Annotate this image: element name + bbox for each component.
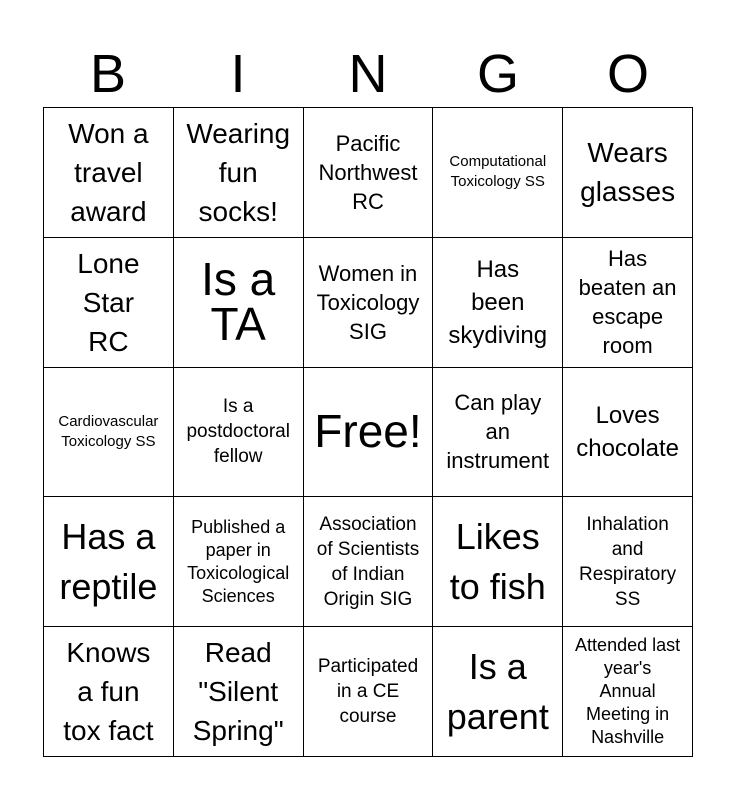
bingo-cell[interactable] [304, 238, 434, 368]
bingo-cell[interactable] [44, 368, 174, 498]
cell-text: Association of Scientists of Indian Origin SIG [316, 513, 420, 610]
bingo-cell[interactable] [563, 627, 693, 757]
cell-text: Read "Silent Spring" [192, 637, 284, 747]
cell-text: Inhalation and Respiratory SS [579, 513, 677, 610]
cell-text: Is a TA [201, 253, 276, 351]
bingo-cell[interactable] [304, 627, 434, 757]
bingo-cell[interactable] [433, 627, 563, 757]
cell-text: Won a travel award [68, 117, 149, 227]
bingo-cell[interactable] [433, 108, 563, 238]
cell-text: Is a parent [446, 645, 549, 737]
cell-text: Has a reptile [59, 515, 158, 607]
cell-text: Pacific Northwest RC [318, 130, 418, 214]
header-letter-o: O [606, 44, 649, 104]
cell-text: Women in Toxicology SIG [316, 260, 420, 344]
bingo-cell[interactable] [563, 368, 693, 498]
bingo-cell[interactable] [433, 368, 563, 498]
bingo-cell[interactable] [304, 108, 434, 238]
bingo-header [43, 42, 693, 106]
cell-text: Is a postdoctoral fellow [186, 396, 290, 468]
header-letter-g: G [476, 44, 519, 104]
bingo-board [43, 107, 693, 757]
bingo-cell[interactable] [44, 238, 174, 368]
cell-text: Loves chocolate [576, 401, 679, 462]
bingo-cell[interactable] [433, 497, 563, 627]
header-letter-n: N [348, 44, 388, 104]
cell-text: Participated in a CE course [317, 656, 419, 728]
cell-text: Likes to fish [449, 515, 546, 607]
bingo-cell[interactable] [563, 108, 693, 238]
cell-text: Has beaten an escape room [578, 246, 677, 359]
bingo-cell[interactable] [433, 238, 563, 368]
cell-text: Wears glasses [580, 137, 676, 208]
bingo-cell[interactable] [304, 497, 434, 627]
bingo-cell[interactable] [44, 627, 174, 757]
header-letter-b: B [89, 44, 127, 104]
cell-text: Has been skydiving [448, 255, 548, 349]
cell-text: Can play an instrument [446, 390, 550, 474]
bingo-cell[interactable] [174, 238, 304, 368]
cell-text: Knows a fun tox fact [63, 637, 154, 747]
bingo-cell[interactable] [44, 108, 174, 238]
cell-text: Free! [314, 405, 422, 458]
cell-text: Wearing fun socks! [186, 117, 291, 227]
cell-text: Cardiovascular Toxicology SS [58, 412, 159, 450]
bingo-cell[interactable] [174, 497, 304, 627]
bingo-cell[interactable] [174, 627, 304, 757]
cell-text: Computational Toxicology SS [449, 153, 547, 191]
cell-text: Lone Star RC [77, 247, 140, 357]
bingo-cell free-space[interactable] [304, 368, 434, 498]
bingo-cell[interactable] [174, 368, 304, 498]
bingo-cell[interactable] [563, 238, 693, 368]
cell-text: Attended last year's Annual Meeting in Nashville [575, 635, 681, 748]
bingo-cell[interactable] [44, 497, 174, 627]
bingo-cell[interactable] [174, 108, 304, 238]
cell-text: Published a paper in Toxicological Sciences [187, 516, 290, 606]
header-letter-i: I [230, 44, 246, 104]
bingo-cell[interactable] [563, 497, 693, 627]
